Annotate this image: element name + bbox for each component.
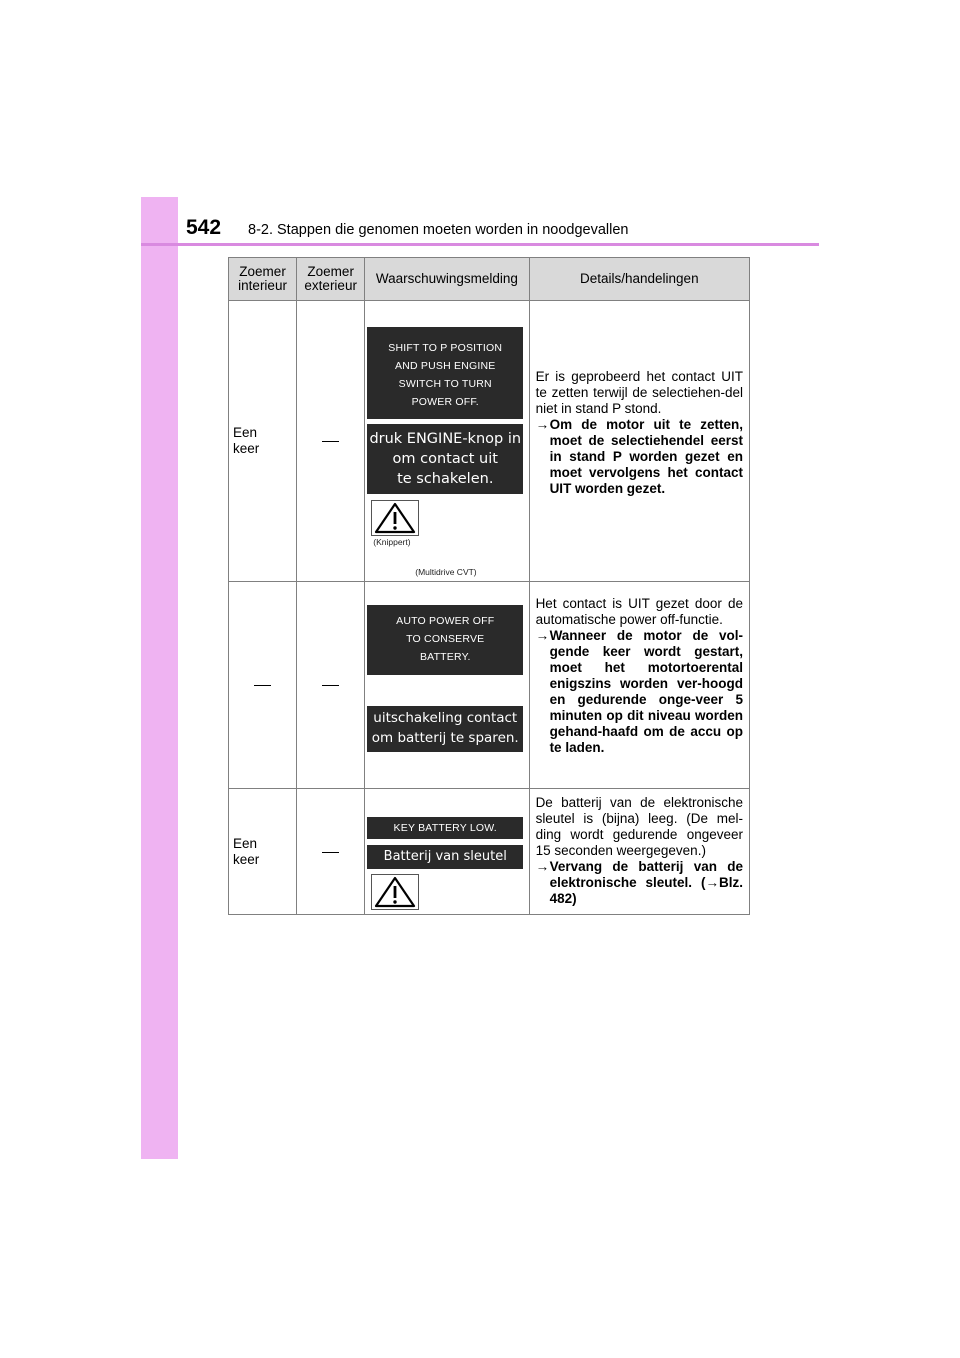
- display-screen-english: AUTO POWER OFF TO CONSERVE BATTERY.: [367, 605, 523, 675]
- action-item: → Wanneer de motor de vol-gende keer wordt gestart, moet het motortoerental enigszins worden ver-hoogd en gedurende onge-veer 5 minuten op dit niveau worden gehand-haafd om de accu op te laden.: [535, 628, 743, 755]
- table-row: [229, 789, 750, 915]
- header-buzzer-exterior: Zoemer exterieur: [297, 258, 365, 301]
- buzzer-exterior-cell: [297, 582, 365, 789]
- message-cell: [365, 789, 529, 915]
- header-buzzer-interior: Zoemer interieur: [229, 258, 297, 301]
- action-item: → Vervang de batterij van de elektronische sleutel. (→Blz. 482): [535, 859, 743, 906]
- table-header-row: [229, 258, 750, 301]
- display-screen-dutch: Batterij van sleutel zwak.: [367, 845, 523, 869]
- buzzer-exterior-cell: [297, 301, 365, 582]
- arrow-icon: →: [535, 859, 550, 874]
- buzzer-interior-cell: Een keer: [229, 789, 297, 915]
- display-screen-dutch: uitschakeling contact om batterij te sparen.: [367, 706, 523, 752]
- message-cell: [365, 301, 529, 582]
- dash-mark: [322, 852, 339, 853]
- warning-triangle-icon: [371, 500, 419, 536]
- display-screen-english: SHIFT TO P POSITION AND PUSH ENGINE SWITCH TO TURN POWER OFF.: [367, 327, 523, 419]
- table-row: [229, 301, 750, 582]
- arrow-icon: →: [535, 628, 550, 643]
- details-cell: [529, 582, 749, 789]
- display-screen-english: KEY BATTERY LOW.: [367, 817, 523, 839]
- arrow-icon: →: [535, 417, 550, 432]
- warning-table: [228, 257, 750, 915]
- header-warning-message: Waarschuwingsmelding: [365, 258, 529, 301]
- details-cell: [529, 789, 749, 915]
- dash-mark: [322, 685, 339, 686]
- transmission-note: (Multidrive CVT): [415, 567, 477, 577]
- chapter-side-tab: [141, 197, 178, 1159]
- dash-mark: [322, 441, 339, 442]
- details-cell: [529, 301, 749, 582]
- action-item: → Om de motor uit te zetten, moet de selectiehendel eerst in stand P worden gezet en moet vervolgens het contact UIT worden gezet.: [535, 417, 743, 496]
- buzzer-exterior-cell: [297, 789, 365, 915]
- details-text: De batterij van de elektronische sleutel is (bijna) leeg. (De mel-ding wordt gedurende ongeveer 15 seconden weergegeven.): [535, 795, 743, 858]
- header-details: Details/handelingen: [529, 258, 749, 301]
- display-screen-dutch: druk ENGINE-knop in om contact uit te schakelen.: [367, 424, 523, 494]
- page-number: 542: [186, 216, 222, 239]
- details-text: Er is geprobeerd het contact UIT te zetten terwijl de selectiehen-del niet in stand P stond.: [535, 369, 743, 416]
- message-cell: [365, 582, 529, 789]
- chapter-title: 8-2. Stappen die genomen moeten worden in noodgevallen: [248, 222, 629, 238]
- buzzer-interior-cell: [229, 582, 297, 789]
- dash-mark: [254, 685, 271, 686]
- header-divider: [141, 243, 819, 246]
- blink-note: (Knippert): [373, 537, 411, 547]
- table-row: [229, 582, 750, 789]
- buzzer-interior-cell: Een keer: [229, 301, 297, 582]
- warning-triangle-icon: [371, 874, 419, 910]
- details-text: Het contact is UIT gezet door de automatische power off-functie.: [535, 596, 743, 627]
